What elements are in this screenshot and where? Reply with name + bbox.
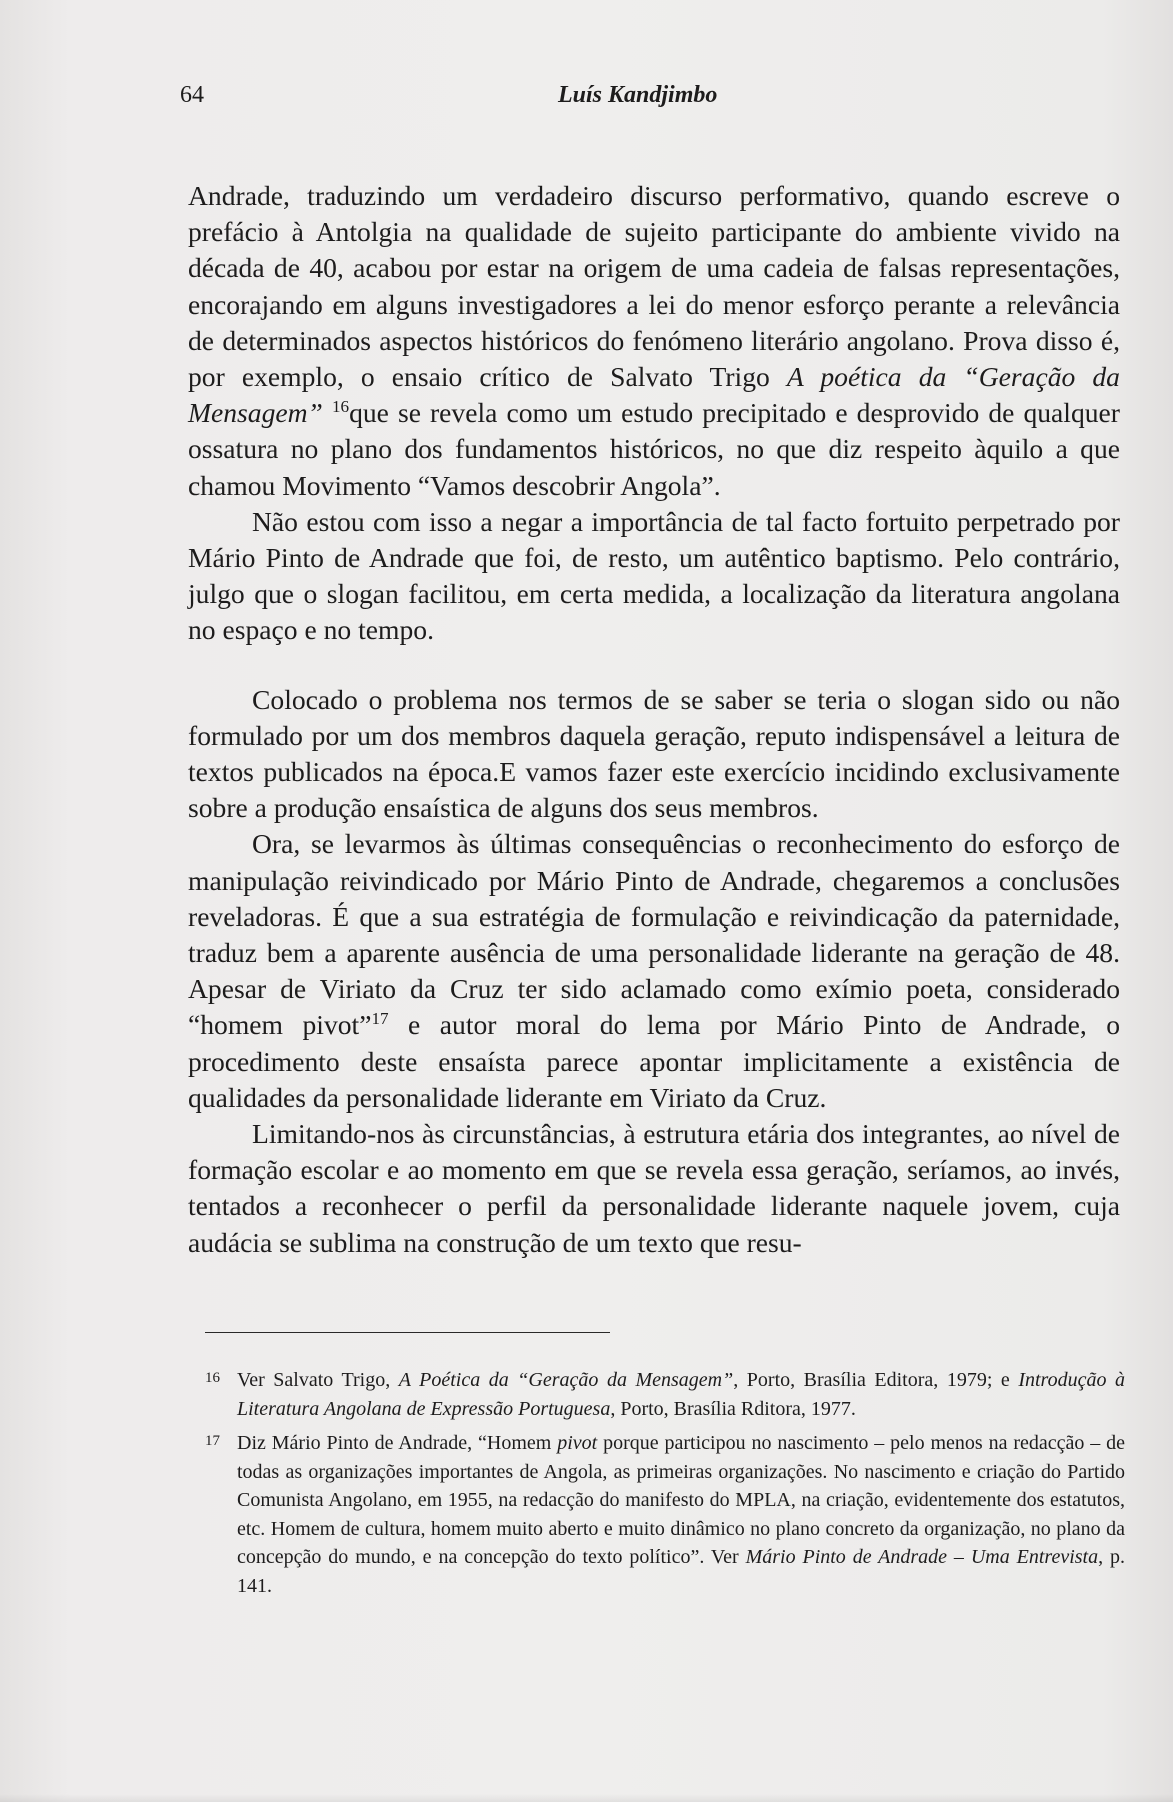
- paragraph-4-text-a: Ora, se levarmos às últimas consequências o reconhecimento do esforço de manipulação reivindicado por Mário Pinto de Andrade, chegaremos a conclusões reveladoras. É que a sua estratégia de formulação e reivindicação da paternidade, traduz bem a aparente ausência de uma personalidade liderante na geração de 48. Apesar de Viriato da Cruz ter sido aclamado como exímio poeta, considerado “homem pivot”: [188, 828, 1120, 1041]
- footnote-ref-17: 17: [371, 1009, 389, 1029]
- footnote-divider: [205, 1332, 610, 1333]
- paragraph-4-text-b: e autor moral do lema por Mário Pinto de Andrade, o procedimento deste ensaísta parece apontar implicitamente a existência de qualidades da personalidade liderante em Viriato da Cruz.: [188, 1009, 1120, 1113]
- running-head-author: Luís Kandjimbo: [558, 82, 718, 108]
- paragraph-1: [188, 178, 1120, 504]
- paragraph-4: [188, 826, 1120, 1116]
- paragraph-1-title: A poética da “Geração da Mensagem”: [188, 361, 1120, 429]
- footnote-17-title: Mário Pinto de Andrade – Uma Entrevista: [745, 1546, 1099, 1568]
- footnote-17-pivot: pivot: [557, 1432, 598, 1454]
- paragraph-5: Limitando-nos às circunstâncias, à estrutura etária dos integrantes, ao nível de formação escolar e ao momento em que se revela essa geração, seríamos, ao invés, tentados a reconhecer o perfil da personalidade liderante naquele jovem, cuja audácia se sublima na construção de um texto que resu-: [188, 1118, 1120, 1258]
- paragraph-1-text-b: que se revela como um estudo precipitado e desprovido de qualquer ossatura no plano dos fundamentos históricos, no que diz respeito àquilo a que chamou Movimento “Vamos descobrir Angola”.: [188, 397, 1120, 501]
- running-head: [180, 82, 1060, 114]
- footnote-16-title-2: Introdução à Literatura Angolana de Expressão Portuguesa: [237, 1369, 1126, 1420]
- footnote-17-text-c: , p. 141.: [237, 1546, 1126, 1597]
- footnotes: [205, 1366, 1125, 1606]
- footnote-16-number: 16: [205, 1370, 220, 1386]
- footnote-16-text-a: Ver Salvato Trigo,: [237, 1369, 399, 1391]
- paragraph-1-text-a: Andrade, traduzindo um verdadeiro discurso performativo, quando escreve o prefácio à Antolgia na qualidade de sujeito participante do ambiente vivido na década de 40, acabou por estar na origem de uma cadeia de falsas representações, encorajando em alguns investigadores a lei do menor esforço perante a relevância de determinados aspectos históricos do fenómeno literário angolano. Prova disso é, por exemplo, o ensaio crítico de Salvato Trigo: [188, 180, 1120, 393]
- footnote-16-text-b: , Porto, Brasília Editora, 1979; e: [733, 1369, 1019, 1391]
- page-number: 64: [180, 82, 204, 108]
- body-text: [188, 178, 1120, 1261]
- paragraph-2: Não estou com isso a negar a importância de tal facto fortuito perpetrado por Mário Pinto de Andrade que foi, de resto, um autêntico baptismo. Pelo contrário, julgo que o slogan facilitou, em certa medida, a localização da literatura angolana no espaço e no tempo.: [188, 505, 1120, 646]
- footnote-ref-16: 16: [331, 397, 350, 417]
- footnote-16-text-c: , Porto, Brasília Rditora, 1977.: [610, 1397, 856, 1420]
- footnote-17-number: 17: [205, 1433, 220, 1449]
- footnote-16-title-1: A Poética da “Geração da Mensagem”: [398, 1369, 734, 1391]
- footnote-17: [205, 1429, 1125, 1600]
- footnote-17-text-a: Diz Mário Pinto de Andrade, “Homem: [237, 1432, 558, 1454]
- footnote-17-text-b: porque participou no nascimento – pelo menos na redacção – de todas as organizações importantes de Angola, as primeiras organizações. No nascimento e criação do Partido Comunista Angolano, em 1955, na redacção do manifesto do MPLA, na criação, evidentemente dos estatutos, etc. Homem de cultura, homem muito aberto e muito dinâmico no plano concreto da organização, no plano da concepção do mundo, e na concepção do texto político”. Ver: [237, 1432, 1126, 1568]
- footnote-16: [205, 1366, 1125, 1423]
- paragraph-3: Colocado o problema nos termos de se saber se teria o slogan sido ou não formulado por um dos membros daquela geração, reputo indispensável a leitura de textos publicados na época.E vamos fazer este exercício incidindo exclusivamente sobre a produção ensaística de alguns dos seus membros.: [188, 683, 1120, 824]
